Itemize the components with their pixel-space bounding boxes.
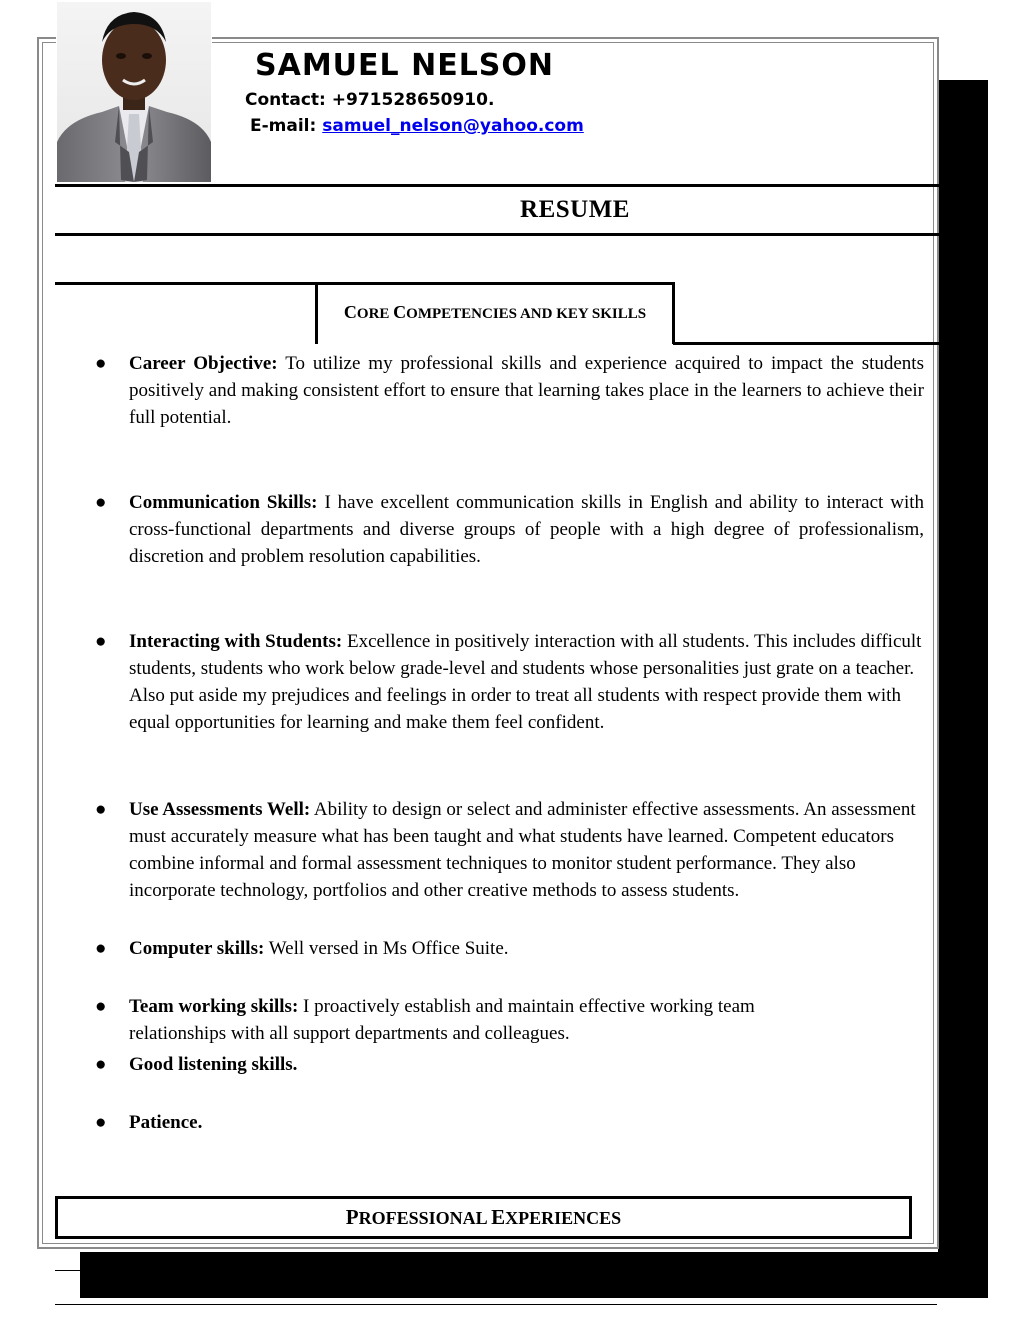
list-item-label: Computer skills: [129,938,265,959]
contact-phone: Contact: +971528650910. [245,90,495,110]
core-title-initial-1: C [343,302,357,322]
prof-title-initial-2: E [491,1205,506,1229]
prof-title-initial-1: P [345,1205,359,1229]
bullet-dot-icon: ● [95,1054,107,1075]
list-item-text [129,1109,924,1136]
list-item-label: Use Assessments Well: [129,799,311,820]
list-item-body: I proactively establish and maintain effective working team relationships with all support departments and colleagues. [129,996,755,1044]
list-item-body: Well versed in Ms Office Suite. [264,938,509,959]
bullet-dot-icon: ● [95,938,107,959]
page-shadow-bottom [80,1252,988,1298]
list-item-text [129,993,849,1047]
list-item-text [129,1051,924,1078]
bullet-dot-icon: ● [95,631,107,652]
list-item-text [129,350,924,431]
core-title-initial-2: C [393,302,407,322]
rule-top [55,184,939,187]
bullet-dot-icon: ● [95,492,107,513]
list-item-label: Team working skills: [129,996,299,1017]
footer-rule-2 [55,1304,937,1305]
rule-bottom [55,233,939,236]
list-item-label: Good listening skills. [129,1054,298,1075]
bullet-dot-icon: ● [95,799,107,820]
core-title-rest-2: OMPETENCIES AND KEY SKILLS [406,306,647,322]
list-item-label: Career Objective: [129,353,278,374]
list-item-text [129,935,924,962]
list-item-text [129,796,924,904]
core-section-title [315,302,675,323]
page-shadow-right [938,80,988,1298]
core-rule-right [673,342,939,345]
core-rule-left [55,282,317,285]
prof-title-rest-1: ROFESSIONAL [358,1208,492,1228]
list-item-label: Communication Skills: [129,492,318,513]
portrait-photo [57,2,211,182]
bullet-dot-icon: ● [95,1112,107,1133]
resume-title: RESUME [520,196,630,223]
footer-rule-1 [55,1270,80,1271]
list-item-label: Interacting with Students: [129,631,343,652]
core-title-rest-1: ORE [356,306,394,322]
list-item-label: Patience. [129,1112,203,1133]
list-item-body: Excellence in positively interaction with all students. This includes difficult students, students who work below grade-level and students whose personalities just grate on a teacher. Also put aside my prejudices and feelings in order to treat all students with respect provide them with equal opportunities for learning and make them feel confident. [129,631,922,733]
email-link[interactable]: samuel_nelson@yahoo.com [322,116,584,136]
list-item-text [129,489,924,570]
email-label: E-mail: [250,116,317,136]
professional-section-title [55,1205,912,1230]
prof-title-rest-2: XPERIENCES [505,1208,622,1228]
candidate-name: SAMUEL NELSON [255,48,555,83]
list-item-body: Ability to design or select and administer effective assessments. An assessment must accurately measure what has been taught and what students have learned. Competent educators combine informal and formal assessment techniques to monitor student performance. They also incorporate technology, portfolios and other creative methods to assess students. [129,799,916,901]
list-item-body: I have excellent communication skills in English and ability to interact with cross-functional departments and diverse groups of people with a high degree of professionalism, discretion and problem resolution capabilities. [129,492,924,567]
bullet-dot-icon: ● [95,353,107,374]
list-item-text [129,628,927,736]
contact-email-line [250,116,584,136]
bullet-dot-icon: ● [95,996,107,1017]
list-item-body: To utilize my professional skills and experience acquired to impact the students positively and making consistent effort to ensure that learning takes place in the learners to achieve their full potential. [129,353,924,428]
